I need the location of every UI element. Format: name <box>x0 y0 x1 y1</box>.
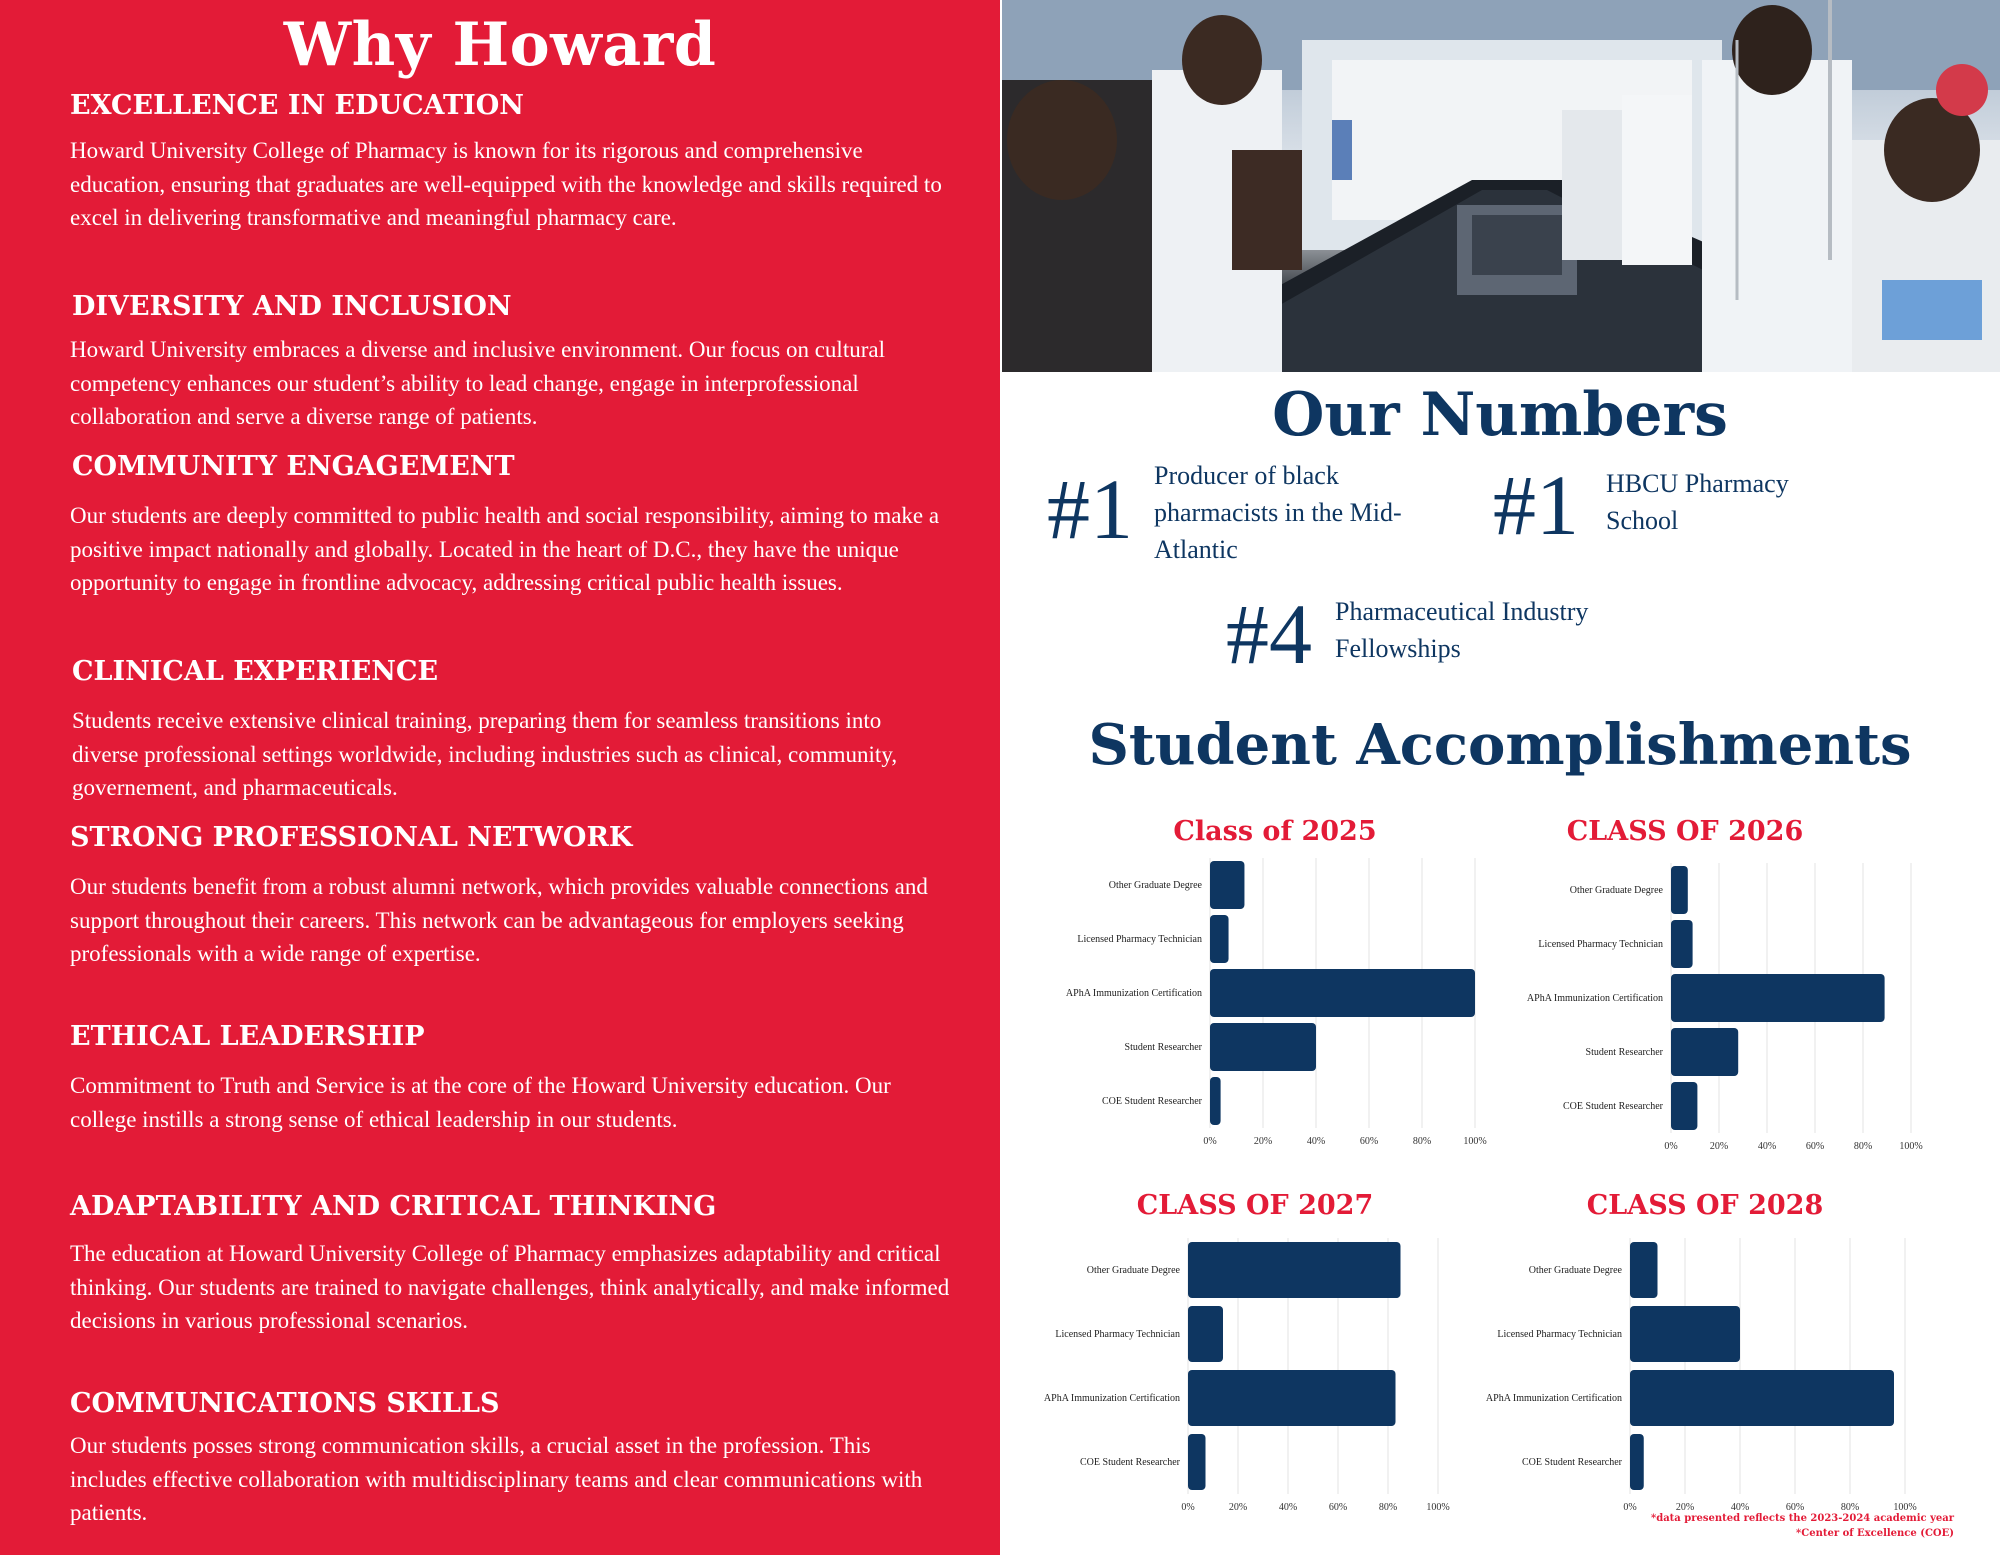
x-tick-label: 60% <box>1359 1136 1379 1147</box>
section-body: Commitment to Truth and Service is at the core of the Howard University education. Our college instills a strong sense of ethical leadership in our students. <box>70 1073 891 1132</box>
category-label: APhA Immunization Certification <box>1065 988 1202 999</box>
section-heading: COMMUNITY ENGAGEMENT <box>72 451 515 482</box>
x-tick-label: 60% <box>1328 1502 1348 1513</box>
bar <box>1671 1082 1697 1130</box>
x-tick-label: 20% <box>1228 1502 1248 1513</box>
category-label: COE Student Researcher <box>1563 1101 1663 1112</box>
section-heading: COMMUNICATIONS SKILLS <box>70 1388 500 1419</box>
bar <box>1188 1242 1401 1298</box>
x-tick-label: 20% <box>1675 1502 1695 1513</box>
x-tick-label: 40% <box>1757 1141 1777 1152</box>
category-label: Licensed Pharmacy Technician <box>1077 934 1202 945</box>
bar <box>1210 969 1475 1017</box>
category-label: COE Student Researcher <box>1522 1457 1622 1468</box>
bar <box>1210 1023 1316 1071</box>
category-label: Licensed Pharmacy Technician <box>1497 1329 1622 1340</box>
category-label: Other Graduate Degree <box>1108 880 1202 891</box>
rank-number: #4 <box>1226 586 1312 682</box>
category-label: Licensed Pharmacy Technician <box>1538 939 1663 950</box>
x-tick-label: 40% <box>1306 1136 1326 1147</box>
x-tick-label: 0% <box>1664 1141 1678 1152</box>
rank-description: Pharmaceutical Industry Fellowships <box>1335 597 1589 663</box>
bar <box>1210 1077 1221 1125</box>
category-label: APhA Immunization Certification <box>1485 1393 1622 1404</box>
category-label: APhA Immunization Certification <box>1526 993 1663 1004</box>
chart-title-class-2025: Class of 2025 <box>1173 816 1377 847</box>
x-tick-label: 0% <box>1181 1502 1195 1513</box>
chart-class-2027 <box>1030 1230 1500 1513</box>
x-tick-label: 20% <box>1709 1141 1729 1152</box>
section-heading: DIVERSITY AND INCLUSION <box>72 291 512 322</box>
x-tick-label: 80% <box>1378 1502 1398 1513</box>
bar <box>1671 974 1885 1022</box>
section-body: Howard University embraces a diverse and inclusive environment. Our focus on cultural competency enhances our student’s ability to lead change, engage in interprofessional collaboration and serve a diverse range of patients. <box>70 337 885 429</box>
category-label: Other Graduate Degree <box>1569 885 1663 896</box>
section-heading: ADAPTABILITY AND CRITICAL THINKING <box>70 1191 717 1222</box>
section-heading: EXCELLENCE IN EDUCATION <box>70 90 524 121</box>
bar <box>1210 915 1229 963</box>
bar <box>1630 1370 1894 1426</box>
x-tick-label: 100% <box>1899 1141 1923 1152</box>
section-body: Howard University College of Pharmacy is known for its rigorous and comprehensive education, ensuring that graduates are well-equipped with the knowledge and skills required to excel in delivering transformative and meaningful pharmacy care. <box>70 138 942 230</box>
category-label: APhA Immunization Certification <box>1043 1393 1180 1404</box>
x-tick-label: 60% <box>1805 1141 1825 1152</box>
bar <box>1671 866 1688 914</box>
x-tick-label: 80% <box>1853 1141 1873 1152</box>
category-label: Other Graduate Degree <box>1528 1265 1622 1276</box>
bar <box>1630 1434 1644 1490</box>
bar <box>1188 1370 1396 1426</box>
chart-title-class-2028: CLASS OF 2028 <box>1586 1190 1824 1221</box>
category-label: Other Graduate Degree <box>1086 1265 1180 1276</box>
rank-description: HBCU Pharmacy School <box>1606 469 1789 535</box>
bar <box>1630 1242 1658 1298</box>
chart-title-class-2027: CLASS OF 2027 <box>1136 1190 1374 1221</box>
x-tick-label: 0% <box>1203 1136 1217 1147</box>
rank-description: Producer of black pharmacists in the Mid-Atlantic <box>1154 461 1402 564</box>
lab-photo <box>1002 0 2000 372</box>
chart-title-class-2026: CLASS OF 2026 <box>1566 816 1804 847</box>
bar <box>1671 1028 1738 1076</box>
chart-class-2025 <box>1030 850 1500 1147</box>
chart-class-2026 <box>1500 855 1970 1152</box>
category-label: Licensed Pharmacy Technician <box>1055 1329 1180 1340</box>
section-body: Students receive extensive clinical training, preparing them for seamless transitions into diverse professional settings worldwide, including industries such as clinical, community, governement, and pharmaceuticals. <box>72 708 898 800</box>
x-tick-label: 100% <box>1893 1502 1917 1513</box>
bar <box>1671 920 1693 968</box>
why-howard-title: Why Howard <box>283 10 717 80</box>
category-label: Student Researcher <box>1585 1047 1663 1058</box>
bar <box>1210 861 1244 909</box>
x-tick-label: 60% <box>1785 1502 1805 1513</box>
x-tick-label: 80% <box>1412 1136 1432 1147</box>
x-tick-label: 40% <box>1730 1502 1750 1513</box>
footnote-coe: *Center of Excellence (COE) <box>1796 1528 1954 1539</box>
x-tick-label: 40% <box>1278 1502 1298 1513</box>
chart-class-2028 <box>1460 1230 1930 1513</box>
rank-number: #1 <box>1493 457 1579 553</box>
x-tick-label: 100% <box>1426 1502 1450 1513</box>
x-tick-label: 100% <box>1463 1136 1487 1147</box>
section-body: Our students are deeply committed to public health and social responsibility, aiming to make a positive impact nationally and globally. Located in the heart of D.C., they have the unique opportunity to engage in frontline advocacy, addressing critical public health issues. <box>70 503 940 595</box>
bar <box>1188 1434 1206 1490</box>
rank-number: #1 <box>1047 461 1133 557</box>
section-body: Our students posses strong communication skills, a crucial asset in the profession. This includes effective collaboration with multidisciplinary teams and clear communications with patients. <box>70 1433 923 1525</box>
section-heading: STRONG PROFESSIONAL NETWORK <box>70 822 633 853</box>
section-body: Our students benefit from a robust alumni network, which provides valuable connections and support throughout their careers. This network can be advantageous for employers seeking professionals with a wide range of expertise. <box>70 874 928 966</box>
section-body: The education at Howard University College of Pharmacy emphasizes adaptability and critical thinking. Our students are trained to navigate challenges, think analytically, and make informed decisions in various professional scenarios. <box>70 1241 950 1333</box>
category-label: COE Student Researcher <box>1080 1457 1180 1468</box>
section-heading: ETHICAL LEADERSHIP <box>70 1021 425 1052</box>
bar <box>1188 1306 1223 1362</box>
student-accomplishments-title: Student Accomplishments <box>1088 712 1912 778</box>
x-tick-label: 20% <box>1253 1136 1273 1147</box>
lab-scene-illustration <box>1002 0 2000 372</box>
x-tick-label: 0% <box>1623 1502 1637 1513</box>
our-numbers-title: Our Numbers <box>1272 380 1728 450</box>
category-label: COE Student Researcher <box>1102 1096 1202 1107</box>
footnote-academic-year: *data presented reflects the 2023-2024 academic year <box>1650 1513 1954 1524</box>
category-label: Student Researcher <box>1124 1042 1202 1053</box>
x-tick-label: 80% <box>1840 1502 1860 1513</box>
bar <box>1630 1306 1740 1362</box>
section-heading: CLINICAL EXPERIENCE <box>72 656 439 687</box>
